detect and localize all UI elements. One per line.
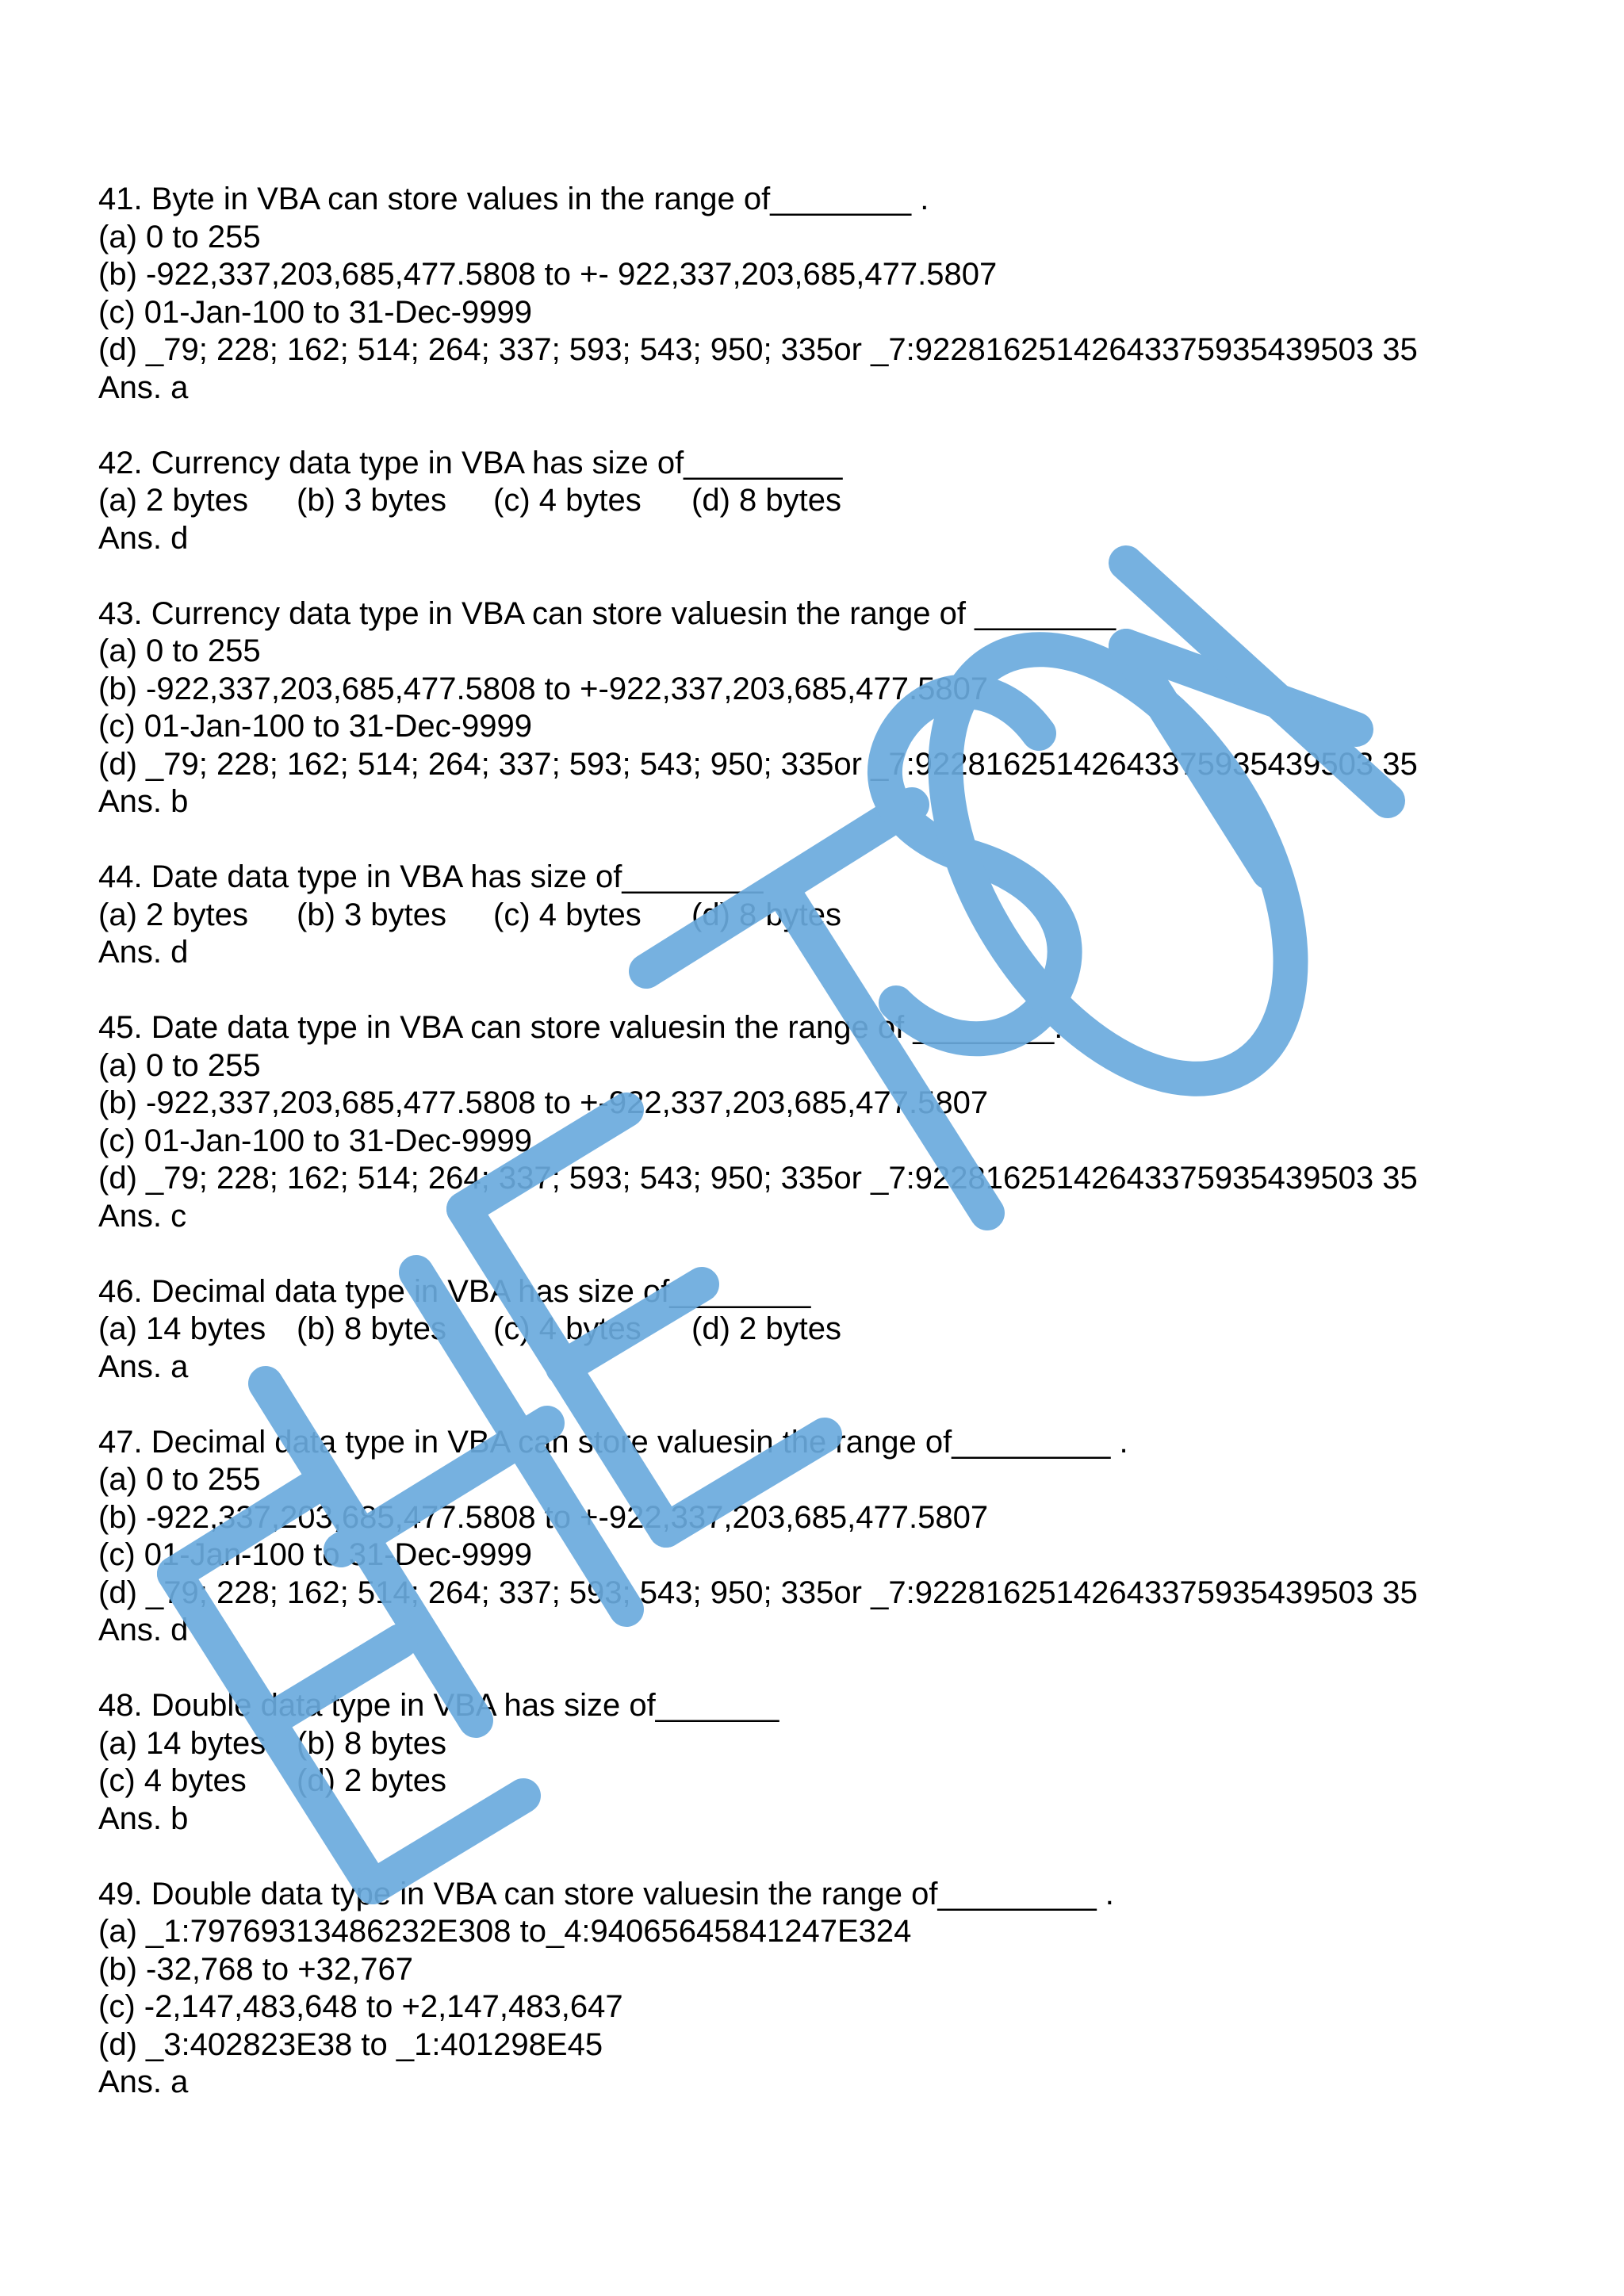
option-d: (d) 8 bytes (691, 483, 841, 518)
option-b: (b) 3 bytes (297, 483, 446, 518)
question-text: 42. Currency data type in VBA has size of_________ (98, 445, 843, 480)
option-c: (c) 01-Jan-100 to 31-Dec-9999 (98, 1537, 532, 1572)
option-row (98, 1311, 1573, 1349)
question-text: 46. Decimal data type in VBA has size of________ (98, 1273, 811, 1309)
option-d: (d) _79; 228; 162; 514; 264; 337; 593; 543; 950; 335or _7:92281625142643375935439503 35 (98, 1575, 1418, 1610)
question-48 (98, 1687, 1573, 1838)
option-d: (d) _79; 228; 162; 514; 264; 337; 593; 543; 950; 335or _7:92281625142643375935439503 35 (98, 1161, 1418, 1196)
option-b: (b) -922,337,203,685,477.5808 to +-922,337,203,685,477.5807 (98, 1499, 989, 1535)
option-a: (a) 0 to 255 (98, 1462, 261, 1497)
option-a: (a) 2 bytes (98, 483, 248, 518)
question-49 (98, 1876, 1573, 2102)
option-b: (b) -32,768 to +32,767 (98, 1951, 413, 1987)
answer: Ans. b (98, 1800, 189, 1836)
option-d: (d) _79; 228; 162; 514; 264; 337; 593; 543; 950; 335or _7:92281625142643375935439503 35 (98, 746, 1418, 782)
option-a: (a) 0 to 255 (98, 1047, 261, 1083)
option-c: (c) 4 bytes (493, 897, 642, 932)
answer: Ans. a (98, 369, 189, 405)
option-row (98, 1762, 1573, 1800)
question-text: 48. Double data type in VBA has size of_______ (98, 1688, 779, 1723)
option-b: (b) 8 bytes (297, 1311, 446, 1346)
answer: Ans. b (98, 784, 189, 819)
option-b: (b) -922,337,203,685,477.5808 to +- 922,337,203,685,477.5807 (98, 257, 998, 292)
option-a: (a) 0 to 255 (98, 219, 261, 254)
answer: Ans. a (98, 2064, 189, 2099)
option-c: (c) 01-Jan-100 to 31-Dec-9999 (98, 294, 532, 330)
question-list (98, 181, 1573, 2139)
option-row (98, 482, 1573, 520)
question-text: 47. Decimal data type in VBA can store valuesin the range of_________ . (98, 1424, 1128, 1460)
question-text: 45. Date data type in VBA can store valuesin the range of ________. (98, 1010, 1063, 1045)
answer: Ans. a (98, 1349, 189, 1384)
option-a: (a) 14 bytes (98, 1311, 266, 1346)
option-c: (c) 01-Jan-100 to 31-Dec-9999 (98, 1123, 532, 1158)
question-text: 41. Byte in VBA can store values in the range of________ . (98, 182, 929, 216)
option-b: (b) -922,337,203,685,477.5808 to +-922,337,203,685,477.5807 (98, 1085, 989, 1120)
option-b: (b) -922,337,203,685,477.5808 to +-922,337,203,685,477.5807 (98, 671, 989, 706)
question-47 (98, 1424, 1573, 1650)
option-a: (a) _1:79769313486232E308 to_4:94065645841247E324 (98, 1914, 912, 1949)
option-d: (d) 8 bytes (691, 897, 841, 932)
question-44 (98, 859, 1573, 972)
option-d: (d) 2 bytes (691, 1311, 841, 1346)
option-row (98, 1725, 1573, 1763)
option-a: (a) 14 bytes (98, 1725, 266, 1761)
option-c: (c) 4 bytes (493, 483, 642, 518)
question-42 (98, 445, 1573, 558)
question-text: 44. Date data type in VBA has size of________ (98, 859, 764, 894)
option-b: (b) 8 bytes (297, 1725, 446, 1761)
option-c: (c) 4 bytes (98, 1763, 247, 1798)
answer: Ans. c (98, 1198, 187, 1234)
option-c: (c) -2,147,483,648 to +2,147,483,647 (98, 1989, 623, 2024)
option-a: (a) 0 to 255 (98, 633, 261, 668)
question-46 (98, 1273, 1573, 1387)
question-41 (98, 181, 1573, 407)
option-a: (a) 2 bytes (98, 897, 248, 932)
option-row (98, 897, 1573, 935)
option-b: (b) 3 bytes (297, 897, 446, 932)
answer: Ans. d (98, 520, 189, 556)
question-text: 49. Double data type in VBA can store valuesin the range of_________ . (98, 1876, 1114, 1911)
option-d: (d) 2 bytes (297, 1763, 446, 1798)
answer: Ans. d (98, 935, 189, 970)
question-43 (98, 595, 1573, 821)
answer: Ans. d (98, 1613, 189, 1647)
option-c: (c) 01-Jan-100 to 31-Dec-9999 (98, 709, 532, 744)
option-d: (d) _79; 228; 162; 514; 264; 337; 593; 543; 950; 335or _7:92281625142643375935439503 35 (98, 332, 1418, 367)
option-d: (d) _3:402823E38 to _1:401298E45 (98, 2026, 603, 2062)
question-45 (98, 1009, 1573, 1235)
question-text: 43. Currency data type in VBA can store valuesin the range of ________ (98, 595, 1116, 631)
option-c: (c) 4 bytes (493, 1311, 642, 1346)
